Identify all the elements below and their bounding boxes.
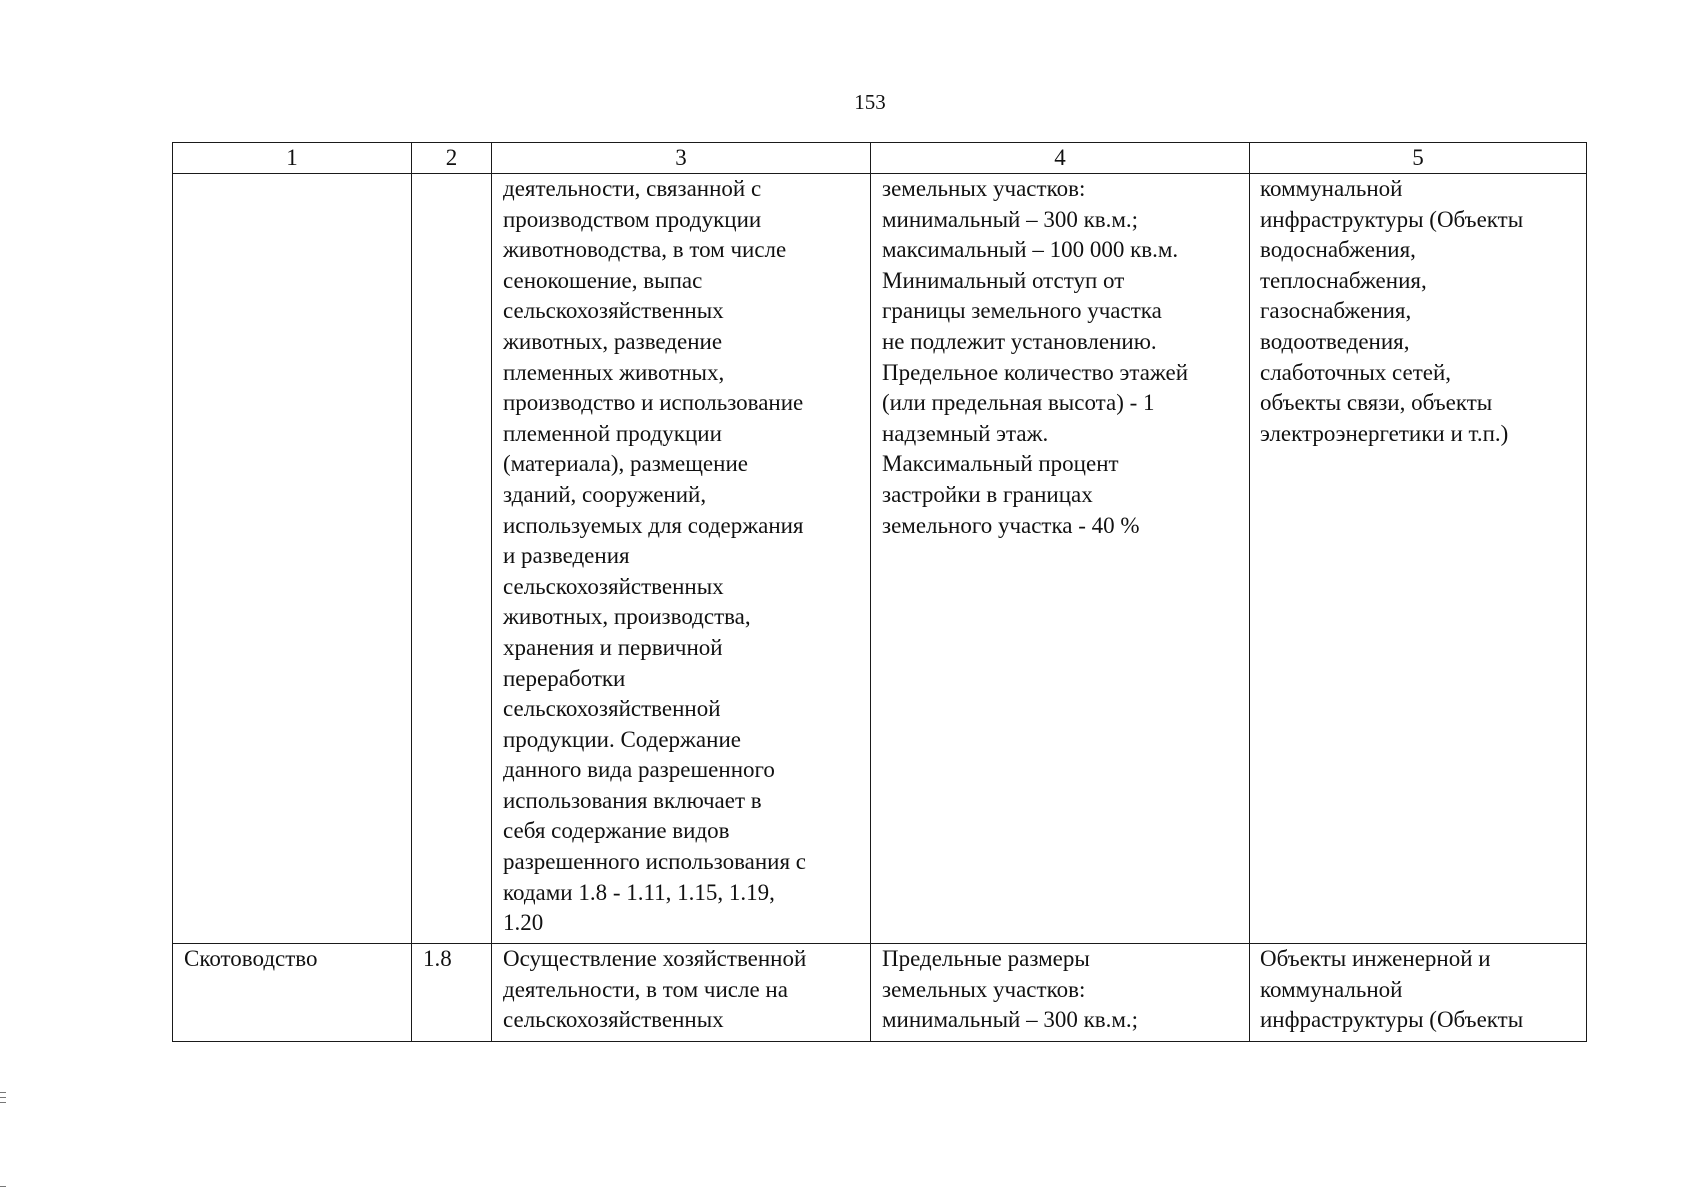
land-use-code-cell	[412, 174, 492, 944]
column-header-2: 2	[412, 143, 492, 174]
column-header-3: 3	[492, 143, 871, 174]
page-number: 153	[854, 90, 886, 114]
column-header-5: 5	[1250, 143, 1587, 174]
table-row	[173, 174, 1587, 944]
scan-edge-mark	[0, 1186, 6, 1187]
table-header-row	[173, 143, 1587, 174]
auxiliary-objects-cell: Объекты инженерной и коммунальной инфраструктуры (Объекты	[1250, 944, 1587, 1042]
column-header-1: 1	[173, 143, 412, 174]
column-header-4: 4	[871, 143, 1250, 174]
land-use-name-cell	[173, 174, 412, 944]
land-use-table	[172, 142, 1587, 1042]
scan-edge-mark	[0, 1092, 6, 1093]
table-row	[173, 944, 1587, 1042]
scan-edge-mark	[0, 1097, 6, 1098]
description-cell: Осуществление хозяйственной деятельности, в том числе на сельскохозяйственных	[492, 944, 871, 1042]
parameters-cell: земельных участков: минимальный – 300 кв.м.; максимальный – 100 000 кв.м. Минимальный отступ от границы земельного участка не подлежит установлению. Предельное количество этажей (или предельная высота) - 1 надземный этаж. Максимальный процент застройки в границах земельного участка - 40 %	[871, 174, 1250, 944]
land-use-name-cell: Скотоводство	[173, 944, 412, 1042]
auxiliary-objects-cell: коммунальной инфраструктуры (Объекты водоснабжения, теплоснабжения, газоснабжения, водоотведения, слаботочных сетей, объекты связи, объекты электроэнергетики и т.п.)	[1250, 174, 1587, 944]
land-use-code-cell: 1.8	[412, 944, 492, 1042]
description-cell: деятельности, связанной с производством продукции животноводства, в том числе сенокошение, выпас сельскохозяйственных животных, разведение племенных животных, производство и использование племенной продукции (материала), размещение зданий, сооружений, используемых для содержания и разведения сельскохозяйственных животных, производства, хранения и первичной переработки сельскохозяйственной продукции. Содержание данного вида разрешенного использования включает в себя содержание видов разрешенного использования с кодами 1.8 - 1.11, 1.15, 1.19, 1.20	[492, 174, 871, 944]
scan-edge-mark	[0, 1102, 6, 1103]
parameters-cell: Предельные размеры земельных участков: минимальный – 300 кв.м.;	[871, 944, 1250, 1042]
